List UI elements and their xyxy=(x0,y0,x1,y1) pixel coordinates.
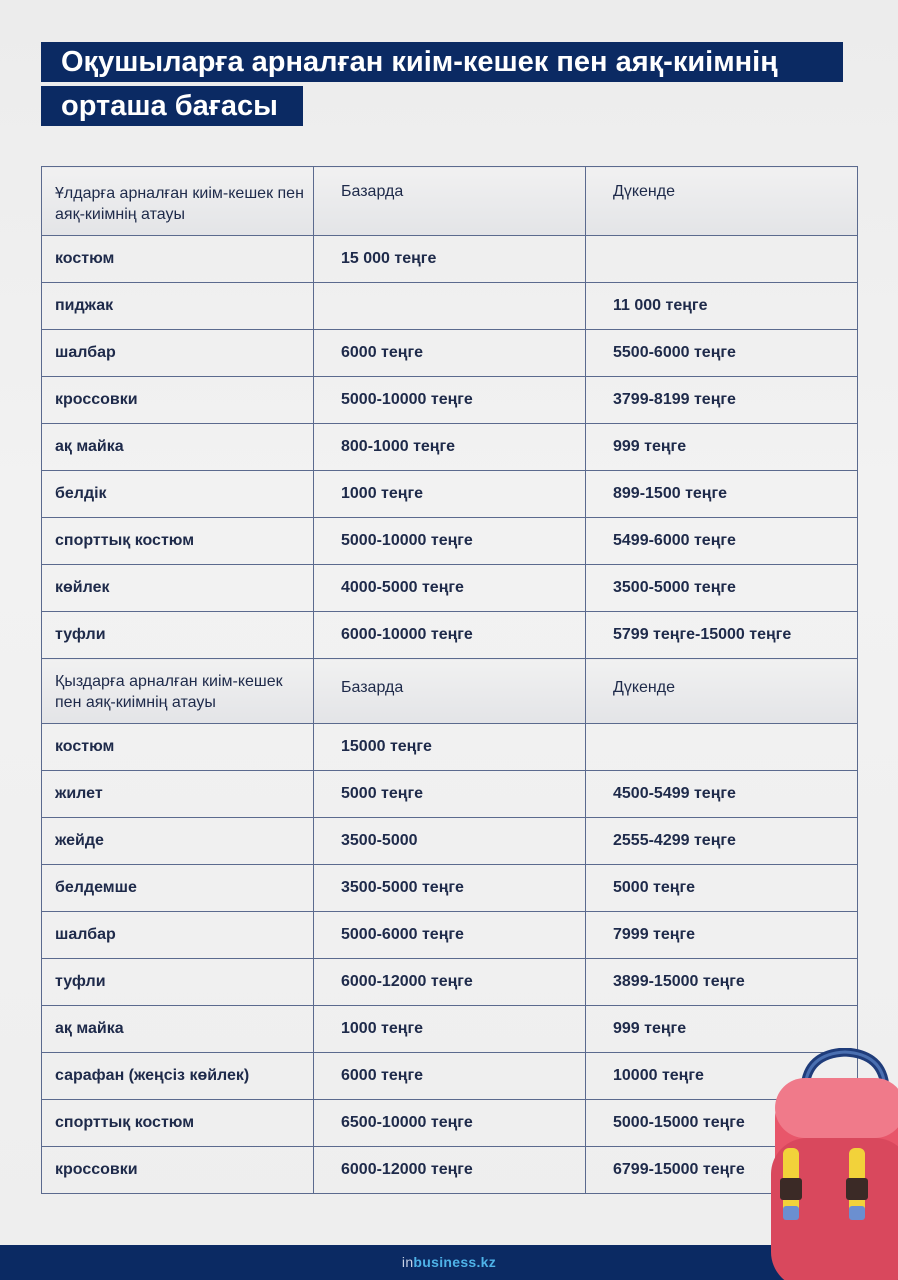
store-price-cell: 11 000 теңге xyxy=(586,283,858,330)
column-header-store: Дүкенде xyxy=(586,659,858,724)
table-row xyxy=(42,771,858,818)
table-row xyxy=(42,724,858,771)
store-price-cell: 999 теңге xyxy=(586,1006,858,1053)
item-name-cell: шалбар xyxy=(42,330,314,377)
brand-prefix: in xyxy=(401,1254,414,1270)
item-name-cell: шалбар xyxy=(42,912,314,959)
footer-brand xyxy=(0,1245,898,1280)
item-name-cell: спорттық костюм xyxy=(42,518,314,565)
table-row xyxy=(42,865,858,912)
store-price-cell: 5000 теңге xyxy=(586,865,858,912)
market-price-cell: 6500-10000 теңге xyxy=(314,1100,586,1147)
market-price-cell: 3500-5000 xyxy=(314,818,586,865)
table-row xyxy=(42,959,858,1006)
store-price-cell: 2555-4299 теңге xyxy=(586,818,858,865)
column-header-market: Базарда xyxy=(314,659,586,724)
store-price-cell xyxy=(586,724,858,771)
market-price-cell: 5000 теңге xyxy=(314,771,586,818)
backpack-icon xyxy=(765,1048,898,1280)
table-row xyxy=(42,236,858,283)
store-price-cell: 7999 теңге xyxy=(586,912,858,959)
item-name-cell: туфли xyxy=(42,612,314,659)
item-name-cell: костюм xyxy=(42,236,314,283)
store-price-cell: 5499-6000 теңге xyxy=(586,518,858,565)
market-price-cell xyxy=(314,283,586,330)
table-row xyxy=(42,1053,858,1100)
market-price-cell: 800-1000 теңге xyxy=(314,424,586,471)
market-price-cell: 6000 теңге xyxy=(314,1053,586,1100)
table-row xyxy=(42,518,858,565)
item-name-cell: көйлек xyxy=(42,565,314,612)
item-name-cell: белдік xyxy=(42,471,314,518)
store-price-cell: 3799-8199 теңге xyxy=(586,377,858,424)
item-name-cell: спорттық костюм xyxy=(42,1100,314,1147)
table-row xyxy=(42,283,858,330)
item-name-cell: ақ майка xyxy=(42,1006,314,1053)
store-price-cell: 4500-5499 теңге xyxy=(586,771,858,818)
market-price-cell: 5000-10000 теңге xyxy=(314,518,586,565)
market-price-cell: 3500-5000 теңге xyxy=(314,865,586,912)
table-row xyxy=(42,612,858,659)
item-name-cell: пиджак xyxy=(42,283,314,330)
column-header-item: Ұлдарға арналған киім-кешек пен аяқ-киімнің атауы xyxy=(42,167,314,236)
item-name-cell: сарафан (жеңсіз көйлек) xyxy=(42,1053,314,1100)
market-price-cell: 1000 теңге xyxy=(314,471,586,518)
item-name-cell: кроссовки xyxy=(42,1147,314,1194)
market-price-cell: 5000-6000 теңге xyxy=(314,912,586,959)
column-header-store: Дүкенде xyxy=(586,167,858,236)
market-price-cell: 6000-10000 теңге xyxy=(314,612,586,659)
page-title-line2: орташа бағасы xyxy=(41,86,303,126)
table-row xyxy=(42,1006,858,1053)
table-row xyxy=(42,912,858,959)
table-row xyxy=(42,424,858,471)
table-row xyxy=(42,377,858,424)
item-name-cell: жейде xyxy=(42,818,314,865)
price-table xyxy=(41,166,858,1194)
store-price-cell: 5500-6000 теңге xyxy=(586,330,858,377)
market-price-cell: 6000-12000 теңге xyxy=(314,959,586,1006)
table-row xyxy=(42,818,858,865)
market-price-cell: 6000 теңге xyxy=(314,330,586,377)
page-title-line1: Оқушыларға арналған киім-кешек пен аяқ-киімнің xyxy=(41,42,843,82)
market-price-cell: 4000-5000 теңге xyxy=(314,565,586,612)
item-name-cell: белдемше xyxy=(42,865,314,912)
table-row xyxy=(42,1100,858,1147)
item-name-cell: кроссовки xyxy=(42,377,314,424)
table-row xyxy=(42,471,858,518)
store-price-cell: 3899-15000 теңге xyxy=(586,959,858,1006)
table-row xyxy=(42,1147,858,1194)
item-name-cell: туфли xyxy=(42,959,314,1006)
table-header-row xyxy=(42,659,858,724)
store-price-cell: 5000-15000 теңге xyxy=(586,1100,858,1147)
store-price-cell: 899-1500 теңге xyxy=(586,471,858,518)
column-header-item: Қыздарға арналған киім-кешек пен аяқ-киімнің атауы xyxy=(42,659,314,724)
store-price-cell xyxy=(586,236,858,283)
market-price-cell: 1000 теңге xyxy=(314,1006,586,1053)
store-price-cell: 3500-5000 теңге xyxy=(586,565,858,612)
item-name-cell: жилет xyxy=(42,771,314,818)
table-row xyxy=(42,330,858,377)
market-price-cell: 6000-12000 теңге xyxy=(314,1147,586,1194)
table-header-row xyxy=(42,167,858,236)
market-price-cell: 15 000 теңге xyxy=(314,236,586,283)
market-price-cell: 15000 теңге xyxy=(314,724,586,771)
store-price-cell: 10000 теңге xyxy=(586,1053,858,1100)
table-row xyxy=(42,565,858,612)
item-name-cell: ақ майка xyxy=(42,424,314,471)
column-header-market: Базарда xyxy=(314,167,586,236)
market-price-cell: 5000-10000 теңге xyxy=(314,377,586,424)
store-price-cell: 5799 теңге-15000 теңге xyxy=(586,612,858,659)
brand-name: business.kz xyxy=(413,1254,497,1270)
store-price-cell: 999 теңге xyxy=(586,424,858,471)
store-price-cell: 6799-15000 теңге xyxy=(586,1147,858,1194)
item-name-cell: костюм xyxy=(42,724,314,771)
